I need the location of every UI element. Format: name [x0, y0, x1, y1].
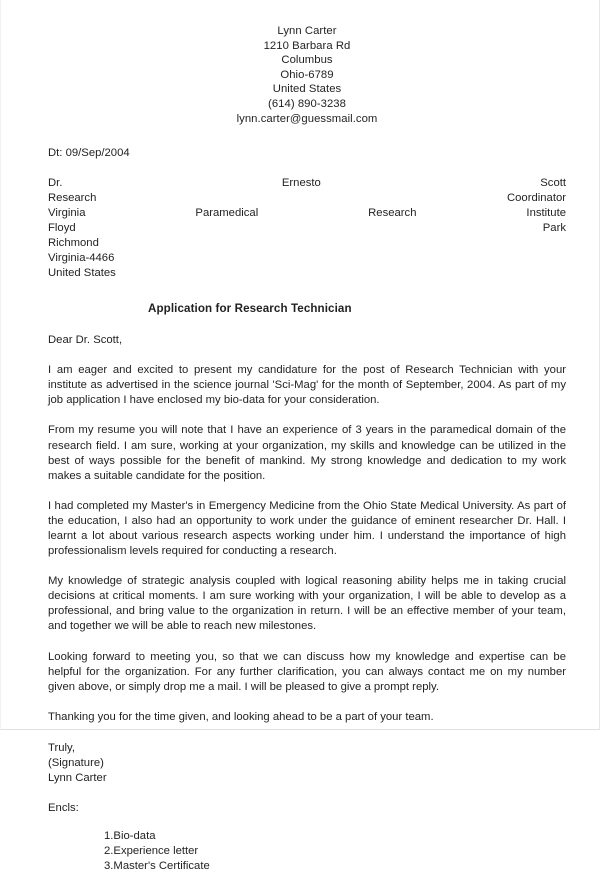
enclosure-item: 3.Master's Certificate — [104, 860, 210, 873]
letter-subject: Application for Research Technician — [148, 302, 352, 316]
body-paragraph-4: My knowledge of strategic analysis coupled with logical reasoning ability helps me in taking crucial decisions at critical moments. I am sure working with your organization, I will be able to develop as a professional, and bring value to the organization in return. I will be an effective member of your team, and together we will be able to reach new milestones. — [48, 575, 566, 633]
body-paragraph-1: I am eager and excited to present my candidature for the post of Research Technician with your institute as advertised in the science journal 'Sci-Mag' for the month of September, 2004. As part of my job application I have enclosed my bio-data for your consideration. — [48, 364, 566, 407]
sender-city: Columbus — [281, 54, 333, 67]
recipient-line-3: Virginia Paramedical Research Institute — [48, 207, 566, 220]
signer-name: Lynn Carter — [48, 771, 107, 784]
sender-street: 1210 Barbara Rd — [263, 39, 351, 52]
recipient-line-7: United States — [48, 267, 116, 280]
sender-name: Lynn Carter — [277, 25, 337, 37]
recipient-line-4: Floyd Park — [48, 222, 566, 235]
letter-date: Dt: 09/Sep/2004 — [48, 147, 130, 160]
body-paragraph-6: Thanking you for the time given, and looking ahead to be a part of your team. — [48, 710, 434, 723]
enclosures-label: Encls: — [48, 801, 79, 814]
sender-state-zip: Ohio-6789 — [280, 68, 334, 81]
sender-country: United States — [272, 83, 342, 96]
enclosure-item: 1.Bio-data — [104, 829, 156, 842]
recipient-address-block — [48, 176, 566, 281]
letter-salutation: Dear Dr. Scott, — [48, 334, 123, 347]
signature-placeholder: (Signature) — [48, 756, 104, 769]
enclosures-list — [104, 829, 566, 875]
valediction: Truly, — [48, 741, 75, 754]
sender-phone: (614) 890-3238 — [268, 97, 346, 110]
recipient-line-2: Research Coordinator — [48, 192, 566, 205]
sender-address-block — [48, 24, 566, 126]
closing-block — [48, 741, 566, 786]
enclosure-item: 2.Experience letter — [104, 845, 199, 858]
body-paragraph-2: From my resume you will note that I have an experience of 3 years in the paramedical domain of the research field. I am sure, working at your organization, my skills and knowledge can be utilized in the best of ways possible for the benefit of mankind. My strong knowledge and dedication to my work makes a suitable candidate for the position. — [48, 424, 566, 482]
letter-content — [48, 0, 566, 875]
recipient-line-5: Richmond — [48, 237, 99, 250]
sender-email: lynn.carter@guessmail.com — [236, 112, 378, 125]
recipient-line-1: Dr. Ernesto Scott — [48, 177, 566, 190]
body-paragraph-5: Looking forward to meeting you, so that we can discuss how my knowledge and expertise can be helpful for the organization. For any further clarification, you can always contact me on my number given above, or simply drop me a mail. I will be pleased to give a prompt reply. — [48, 650, 566, 693]
body-paragraph-3: I had completed my Master's in Emergency Medicine from the Ohio State Medical University. As part of the education, I also had an opportunity to work under the guidance of eminent researcher Dr. Hall. I learnt a lot about various research aspects working under him. I understand the importance of high professionalism levels required for conducting a research. — [48, 499, 566, 558]
recipient-line-6: Virginia-4466 — [48, 252, 115, 265]
